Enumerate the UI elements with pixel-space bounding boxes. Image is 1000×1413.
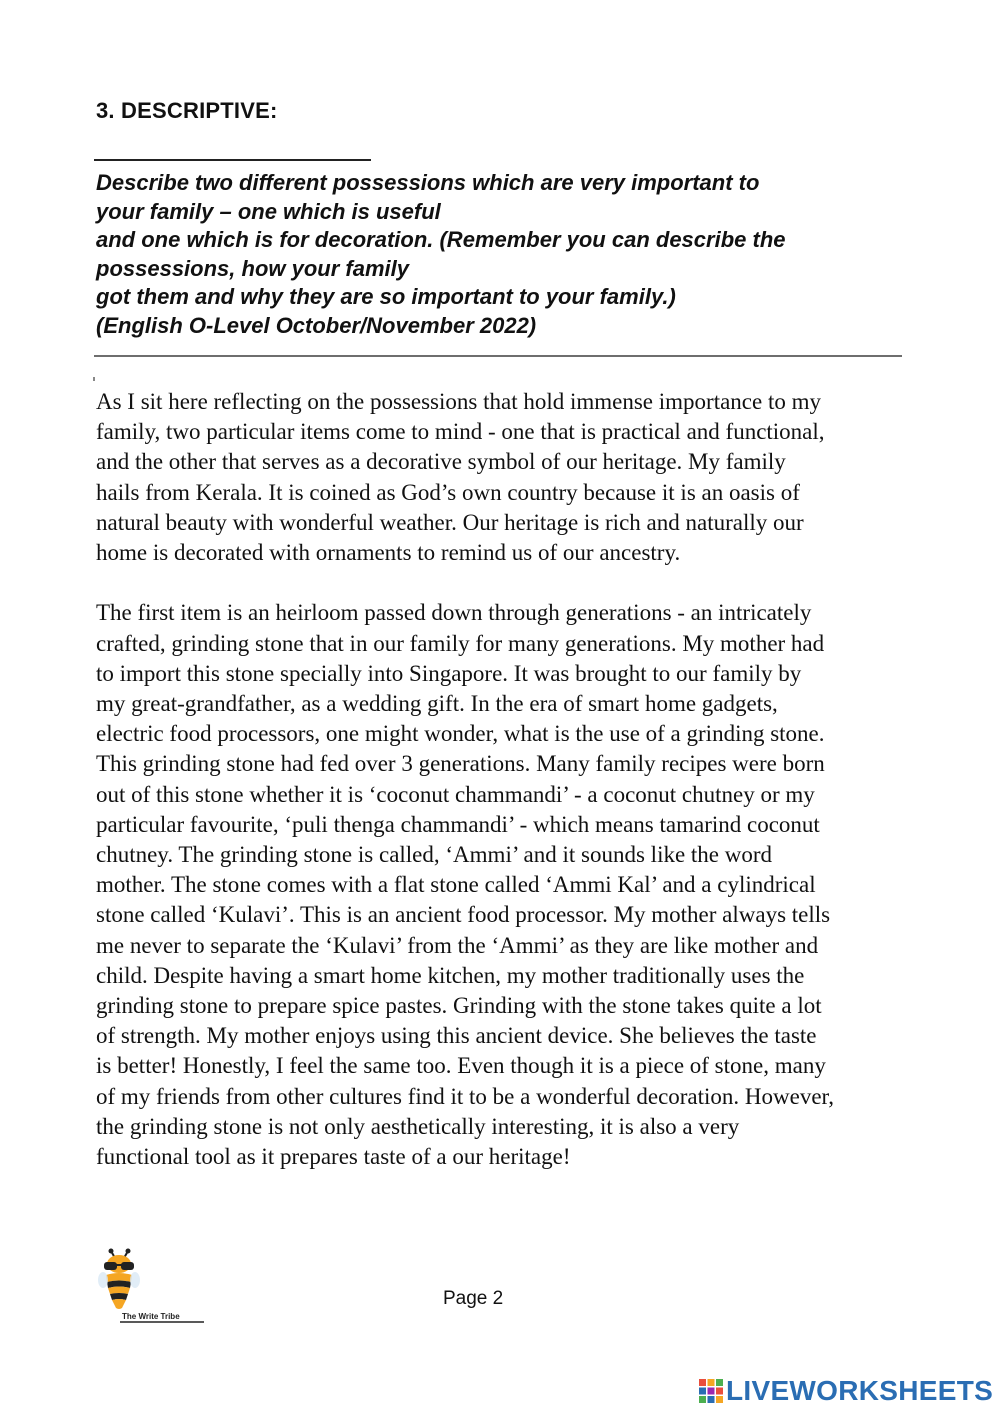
logo-text: The Write Tribe bbox=[122, 1312, 180, 1321]
prompt-source: (English O-Level October/November 2022) bbox=[96, 312, 537, 338]
essay-line: to import this stone specially into Singapore. It was brought to our family by bbox=[96, 660, 802, 686]
essay-line: chutney. The grinding stone is called, ‘Ammi’ and it sounds like the word bbox=[96, 842, 773, 868]
essay-line: crafted, grinding stone that in our family for many generations. My mother had bbox=[96, 630, 825, 656]
essay-line: This grinding stone had fed over 3 generations. Many family recipes were born bbox=[96, 751, 825, 777]
heading-underline bbox=[94, 159, 371, 161]
stray-mark bbox=[93, 377, 95, 381]
essay-line: grinding stone to prepare spice pastes. Grinding with the stone takes quite a lot bbox=[96, 993, 822, 1019]
essay-line: functional tool as it prepares taste of a our heritage! bbox=[96, 1144, 571, 1170]
essay-line: stone called ‘Kulavi’. This is an ancient food processor. My mother always tells bbox=[96, 902, 831, 928]
bee-icon bbox=[98, 1248, 208, 1326]
prompt-line: got them and why they are so important to your family.) bbox=[96, 284, 676, 309]
prompt-line: your family – one which is useful bbox=[96, 198, 441, 224]
liveworksheets-watermark bbox=[698, 1376, 993, 1406]
essay-line: mother. The stone comes with a flat stone called ‘Ammi Kal’ and a cylindrical bbox=[96, 872, 816, 898]
section-heading: 3. DESCRIPTIVE: bbox=[96, 98, 278, 123]
essay-prompt bbox=[96, 169, 916, 340]
essay-line: and the other that serves as a decorative symbol of our heritage. My family bbox=[96, 449, 786, 475]
essay-line: me never to separate the ‘Kulavi’ from the ‘Ammi’ as they are like mother and bbox=[96, 932, 819, 958]
essay-line: out of this stone whether it is ‘coconut chammandi’ - a coconut chutney or my bbox=[96, 781, 815, 807]
essay-body bbox=[96, 387, 926, 1172]
essay-paragraph-1 bbox=[96, 387, 926, 568]
watermark-text: LIVEWORKSHEETS bbox=[726, 1375, 994, 1406]
essay-line: The first item is an heirloom passed down through generations - an intricately bbox=[96, 600, 812, 626]
prompt-line: and one which is for decoration. (Remember you can describe the bbox=[96, 227, 786, 252]
prompt-line: Describe two different possessions which are very important to bbox=[96, 170, 760, 195]
page-number: Page 2 bbox=[443, 1288, 504, 1309]
prompt-divider bbox=[94, 355, 902, 357]
essay-line: natural beauty with wonderful weather. Our heritage is rich and naturally our bbox=[96, 509, 804, 535]
essay-line: particular favourite, ‘puli thenga chammandi’ - which means tamarind coconut bbox=[96, 811, 820, 837]
essay-line: hails from Kerala. It is coined as God’s own country because it is an oasis of bbox=[96, 479, 800, 505]
essay-line: child. Despite having a smart home kitchen, my mother traditionally uses the bbox=[96, 962, 805, 988]
essay-line: my great-grandfather, as a wedding gift. In the era of smart home gadgets, bbox=[96, 691, 778, 717]
essay-line: electric food processors, one might wonder, what is the use of a grinding stone. bbox=[96, 721, 825, 747]
essay-line: family, two particular items come to mind - one that is practical and functional, bbox=[96, 419, 825, 445]
prompt-line: possessions, how your family bbox=[96, 255, 409, 281]
essay-line: home is decorated with ornaments to remind us of our ancestry. bbox=[96, 540, 681, 566]
essay-line: is better! Honestly, I feel the same too. Even though it is a piece of stone, many bbox=[96, 1053, 826, 1079]
essay-line: of strength. My mother enjoys using this ancient device. She believes the taste bbox=[96, 1023, 817, 1049]
essay-paragraph-2 bbox=[96, 598, 926, 1172]
essay-line: As I sit here reflecting on the possessions that hold immense importance to my bbox=[96, 389, 821, 414]
write-tribe-logo bbox=[98, 1248, 208, 1326]
essay-line: of my friends from other cultures find it to be a wonderful decoration. However, bbox=[96, 1083, 835, 1109]
liveworksheets-icon bbox=[698, 1378, 724, 1404]
essay-line: the grinding stone is not only aesthetically interesting, it is also a very bbox=[96, 1113, 740, 1139]
